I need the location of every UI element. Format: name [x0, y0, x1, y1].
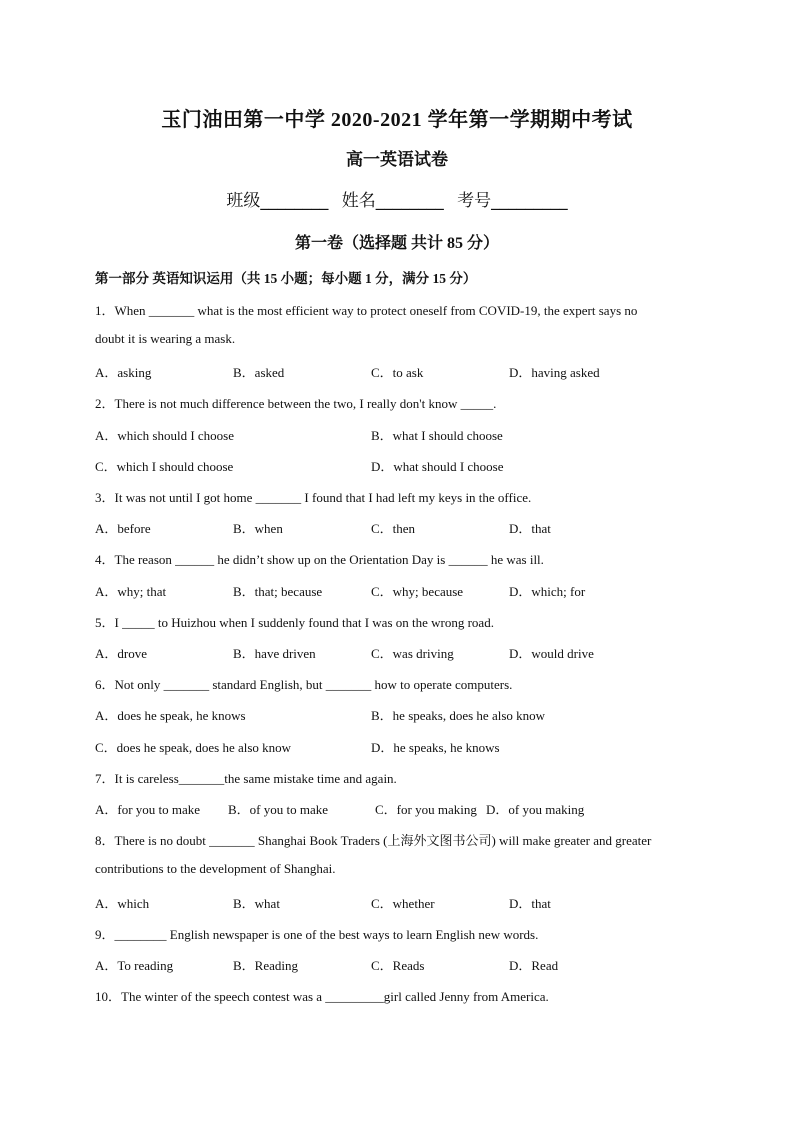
question-5-line-1: 5．I _____ to Huizhou when I suddenly found that I was on the wrong road.: [95, 615, 494, 630]
question-2-line-1: 2．There is not much difference between the two, I really don't know _____.: [95, 396, 497, 411]
number-field: 考号_________: [457, 191, 568, 211]
question-1-line-2: doubt it is wearing a mask.: [95, 331, 236, 346]
exam-title: 玉门油田第一中学 2020-2021 学年第一学期期中考试: [161, 109, 633, 131]
question-4-option-a: A．why; that: [95, 584, 167, 599]
question-2-option-c: C．which I should choose: [95, 459, 234, 474]
question-8-option-a: A．which: [95, 896, 150, 911]
question-8-line-2: contributions to the development of Shanghai.: [95, 861, 336, 876]
question-1-option-a: A．asking: [95, 365, 152, 380]
question-4-option-c: C．why; because: [371, 584, 464, 599]
question-9-line-1: 9．________ English newspaper is one of the best ways to learn English new words.: [95, 927, 539, 942]
question-2-option-b: B．what I should choose: [371, 428, 503, 443]
question-2-option-d: D．what should I choose: [371, 459, 504, 474]
question-1-option-b: B．asked: [233, 365, 285, 380]
question-7-option-c: C．for you making: [375, 802, 477, 817]
question-4-line-1: 4．The reason ______ he didn’t show up on the Orientation Day is ______ he was ill.: [95, 552, 544, 567]
question-8-option-b: B．what: [233, 896, 280, 911]
question-1-line-1: 1．When _______ what is the most efficient way to protect oneself from COVID-19, the expert says no: [95, 303, 638, 318]
question-3-option-a: A．before: [95, 521, 151, 536]
name-field: 姓名________: [341, 191, 444, 211]
question-5-option-c: C．was driving: [371, 646, 454, 661]
question-5-option-a: A．drove: [95, 646, 147, 661]
question-6-option-c: C．does he speak, does he also know: [95, 740, 292, 755]
question-2-option-a: A．which should I choose: [95, 428, 235, 443]
question-6-line-1: 6．Not only _______ standard English, but _______ how to operate computers.: [95, 677, 513, 692]
section-title: 第一卷（选择题 共计 85 分）: [294, 235, 499, 252]
question-7-line-1: 7．It is careless_______the same mistake time and again.: [95, 771, 397, 786]
exam-subtitle: 高一英语试卷: [346, 150, 448, 169]
question-9-option-a: A．To reading: [95, 958, 174, 973]
question-8-option-d: D．that: [509, 896, 551, 911]
class-field: 班级________: [226, 191, 329, 211]
question-5-option-d: D．would drive: [509, 646, 594, 661]
question-9-option-c: C．Reads: [371, 958, 425, 973]
question-5-option-b: B．have driven: [233, 646, 316, 661]
question-7-option-a: A．for you to make: [95, 802, 201, 817]
question-1-option-d: D．having asked: [509, 365, 600, 380]
student-info-line: [0, 186, 794, 211]
question-3-option-d: D．that: [509, 521, 551, 536]
question-8-line-1: 8．There is no doubt _______ Shanghai Book Traders (上海外文图书公司) will make greater and greater: [95, 833, 652, 848]
question-7-option-b: B．of you to make: [228, 802, 329, 817]
question-7-option-d: D．of you making: [486, 802, 585, 817]
question-4-option-b: B．that; because: [233, 584, 323, 599]
question-3-option-b: B．when: [233, 521, 283, 536]
question-8-option-c: C．whether: [371, 896, 435, 911]
question-10-line-1: 10．The winter of the speech contest was a _________girl called Jenny from America.: [95, 989, 549, 1004]
question-4-option-d: D．which; for: [509, 584, 586, 599]
question-9-option-b: B．Reading: [233, 958, 298, 973]
question-9-option-d: D．Read: [509, 958, 559, 973]
question-3-line-1: 3．It was not until I got home _______ I found that I had left my keys in the office.: [95, 490, 532, 505]
question-6-option-d: D．he speaks, he knows: [371, 740, 500, 755]
question-3-option-c: C．then: [371, 521, 416, 536]
part-title: 第一部分 英语知识运用（共 15 小题；每小题 1 分，满分 15 分）: [95, 271, 477, 286]
question-1-option-c: C．to ask: [371, 365, 424, 380]
question-6-option-a: A．does he speak, he knows: [95, 708, 246, 723]
question-6-option-b: B．he speaks, does he also know: [371, 708, 546, 723]
